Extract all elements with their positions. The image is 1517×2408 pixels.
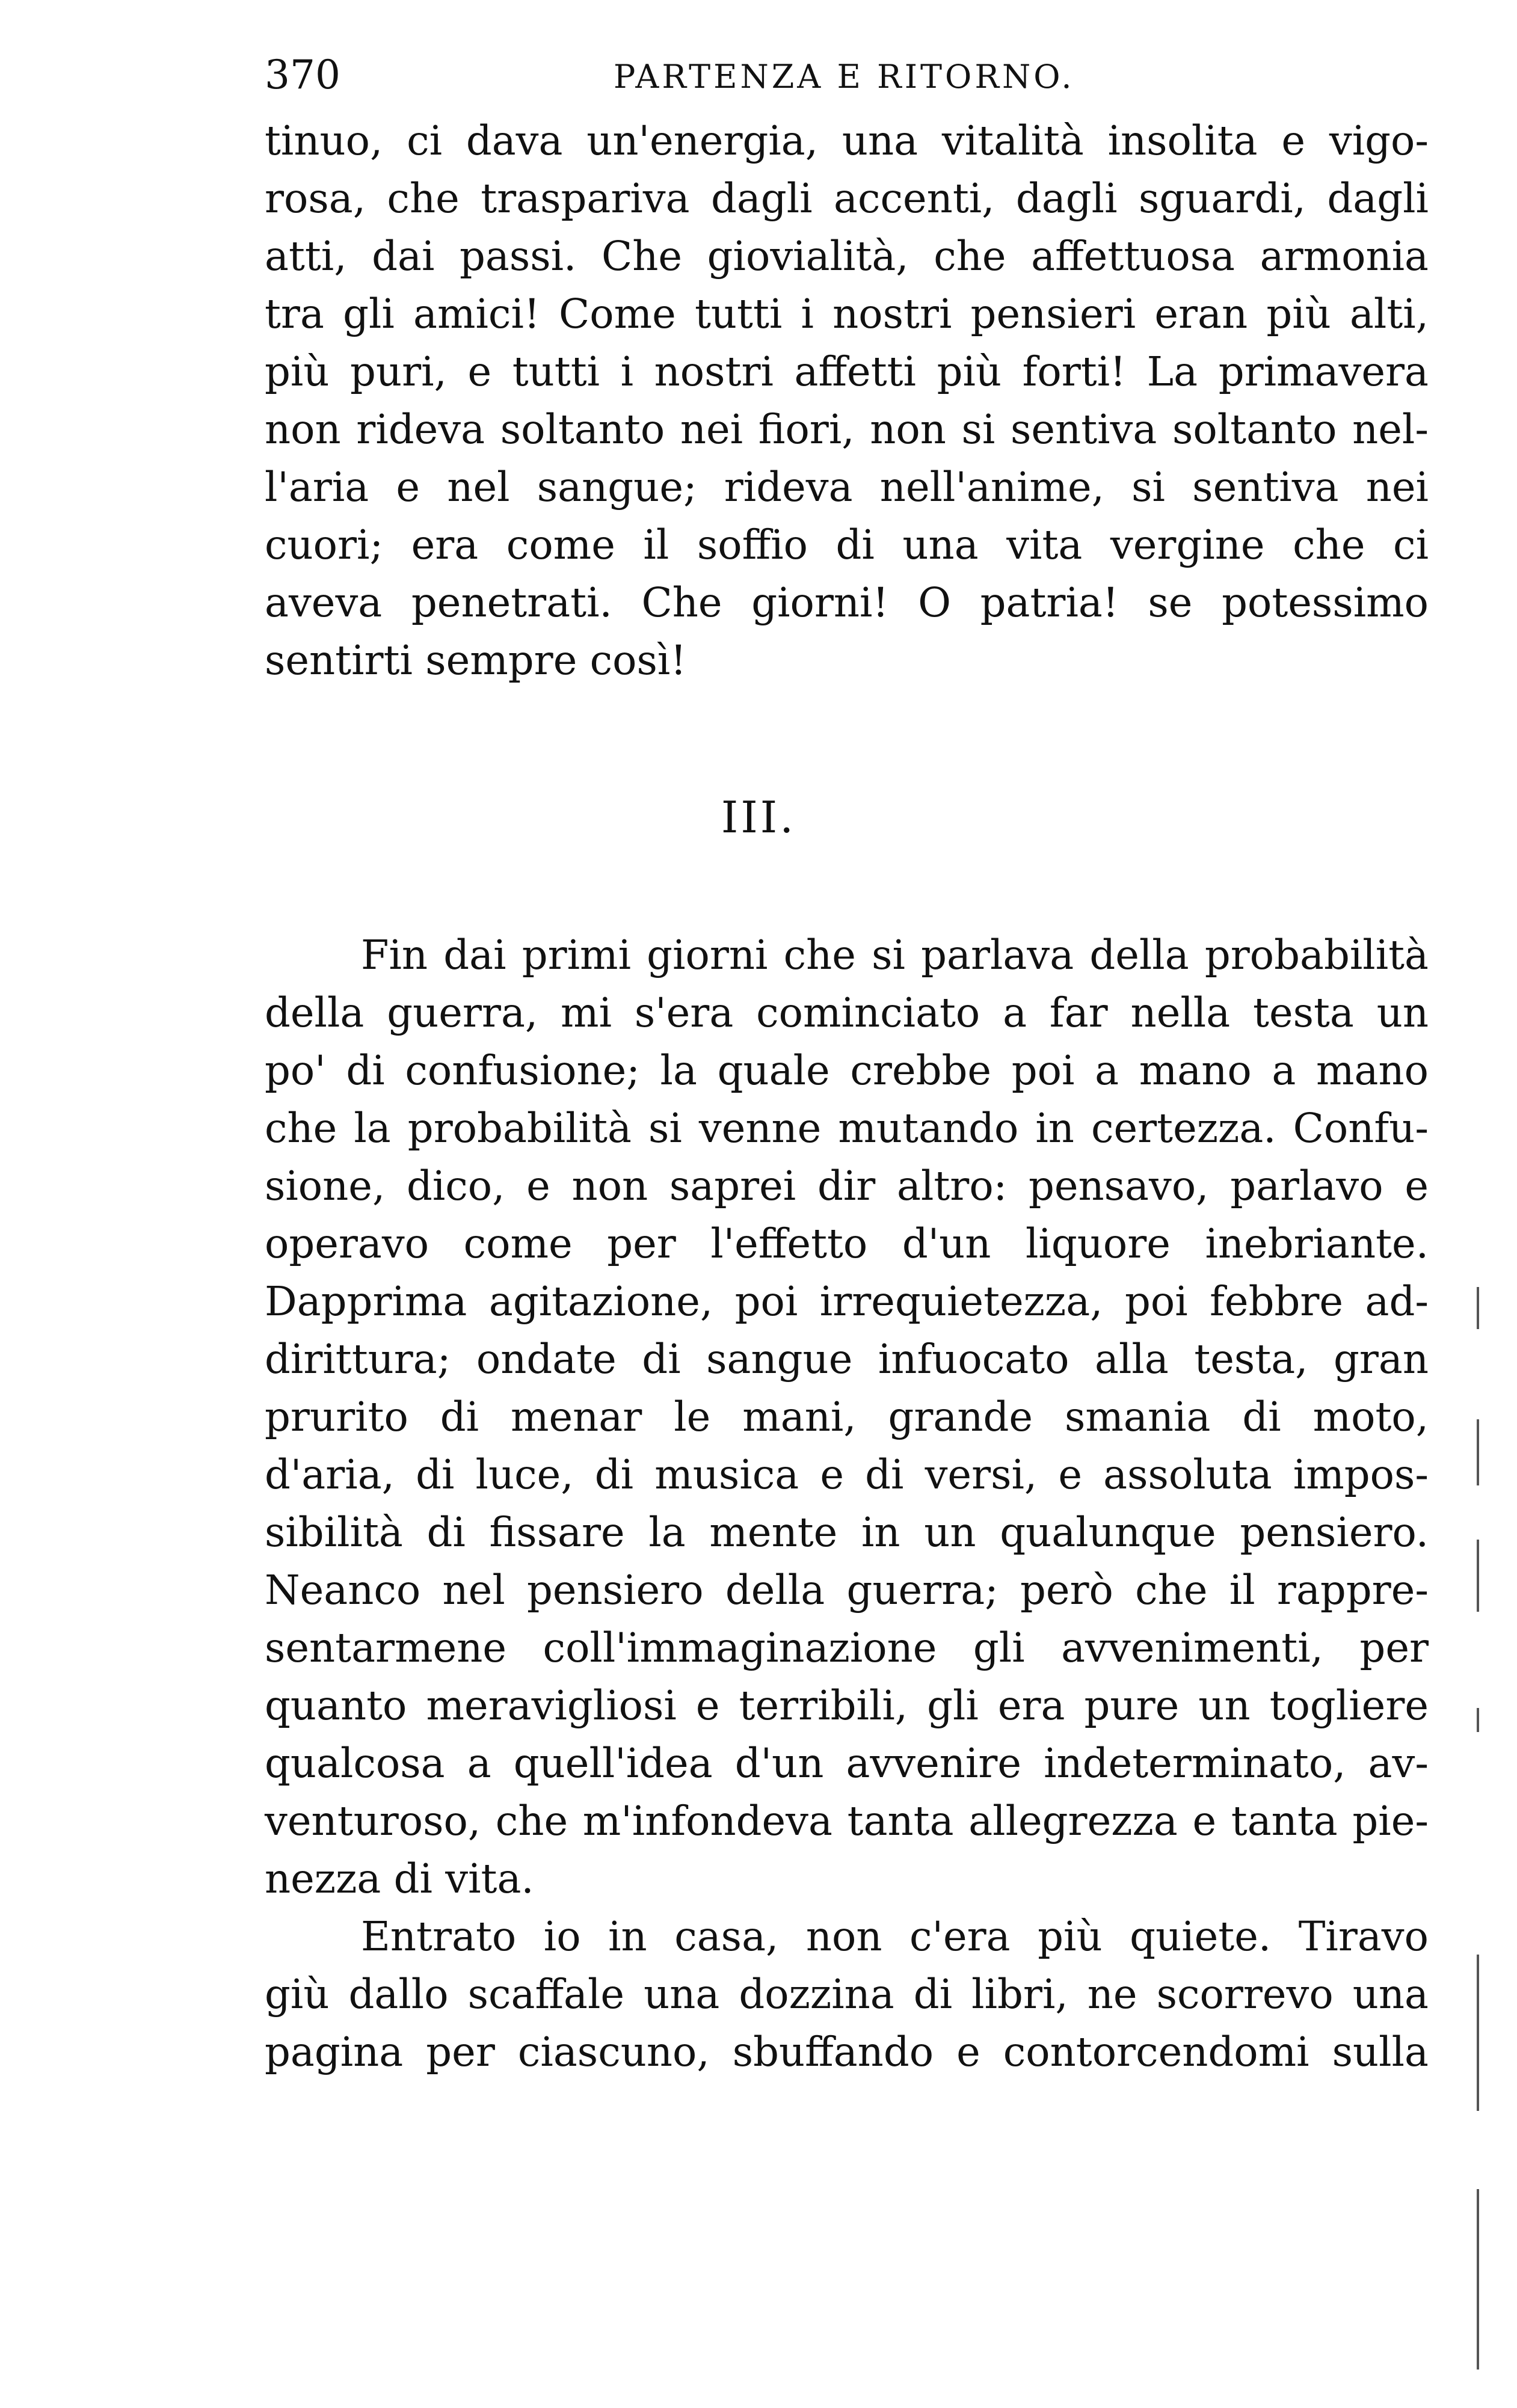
text-line: tra gli amici! Come tutti i nostri pensieri eran più alti, <box>265 290 1429 337</box>
text-line: d'aria, di luce, di musica e di versi, e assoluta impos- <box>265 1451 1429 1498</box>
text-line: della guerra, mi s'era cominciato a far nella testa un <box>265 989 1429 1036</box>
running-title: PARTENZA E RITORNO. <box>614 58 1075 96</box>
text-line: Fin dai primi giorni che si parlava della probabilità <box>361 932 1429 978</box>
page-header <box>265 48 1432 102</box>
text-line: dirittura; ondate di sangue infuocato alla testa, gran <box>265 1336 1429 1383</box>
margin-mark <box>1477 1708 1479 1732</box>
text-line: operavo come per l'effetto d'un liquore inebriante. <box>265 1220 1429 1267</box>
text-line: sentirti sempre così! <box>265 637 687 684</box>
text-line: nezza di vita. <box>265 1855 534 1902</box>
section-body <box>265 926 1429 2081</box>
margin-mark <box>1477 1955 1479 2111</box>
text-line: qualcosa a quell'idea d'un avvenire indeterminato, av- <box>265 1740 1429 1787</box>
page-number: 370 <box>265 52 340 98</box>
section-heading: III. <box>721 792 796 843</box>
continued-paragraph <box>265 112 1429 689</box>
text-line: sione, dico, e non saprei dir altro: pensavo, parlavo e <box>265 1163 1429 1209</box>
text-line: non rideva soltanto nei fiori, non si sentiva soltanto nel- <box>265 406 1429 453</box>
text-line: aveva penetrati. Che giorni! O patria! se potessimo <box>265 579 1429 626</box>
margin-mark <box>1477 1287 1479 1329</box>
text-line: più puri, e tutti i nostri affetti più forti! La primavera <box>265 348 1429 395</box>
text-line: sibilità di fissare la mente in un qualunque pensiero. <box>265 1509 1429 1556</box>
text-line: sentarmene coll'immaginazione gli avvenimenti, per <box>265 1624 1429 1671</box>
text-line: Dapprima agitazione, poi irrequietezza, poi febbre ad- <box>265 1278 1429 1325</box>
text-line: atti, dai passi. Che giovialità, che affettuosa armonia <box>265 233 1429 280</box>
text-line: tinuo, ci dava un'energia, una vitalità insolita e vigo- <box>265 117 1429 164</box>
text-line: giù dallo scaffale una dozzina di libri, ne scorrevo una <box>265 1971 1429 2018</box>
margin-mark <box>1477 2189 1479 2370</box>
margin-mark <box>1477 1419 1479 1485</box>
text-line: po' di confusione; la quale crebbe poi a mano a mano <box>265 1047 1429 1094</box>
text-line: rosa, che traspariva dagli accenti, dagli sguardi, dagli <box>265 175 1429 222</box>
text-line: prurito di menar le mani, grande smania di moto, <box>265 1393 1429 1440</box>
text-line: Entrato io in casa, non c'era più quiete. Tiravo <box>361 1913 1429 1960</box>
text-line: cuori; era come il soffio di una vita vergine che ci <box>265 521 1429 568</box>
text-line: l'aria e nel sangue; rideva nell'anime, si sentiva nei <box>265 464 1429 511</box>
text-line: pagina per ciascuno, sbuffando e contorcendomi sulla <box>265 2029 1429 2075</box>
text-line: quanto meravigliosi e terribili, gli era pure un togliere <box>265 1682 1429 1729</box>
margin-mark <box>1477 1540 1479 1612</box>
text-line: Neanco nel pensiero della guerra; però che il rappre- <box>265 1567 1429 1614</box>
text-line: venturoso, che m'infondeva tanta allegrezza e tanta pie- <box>265 1798 1429 1844</box>
text-line: che la probabilità si venne mutando in certezza. Confu- <box>265 1105 1429 1152</box>
